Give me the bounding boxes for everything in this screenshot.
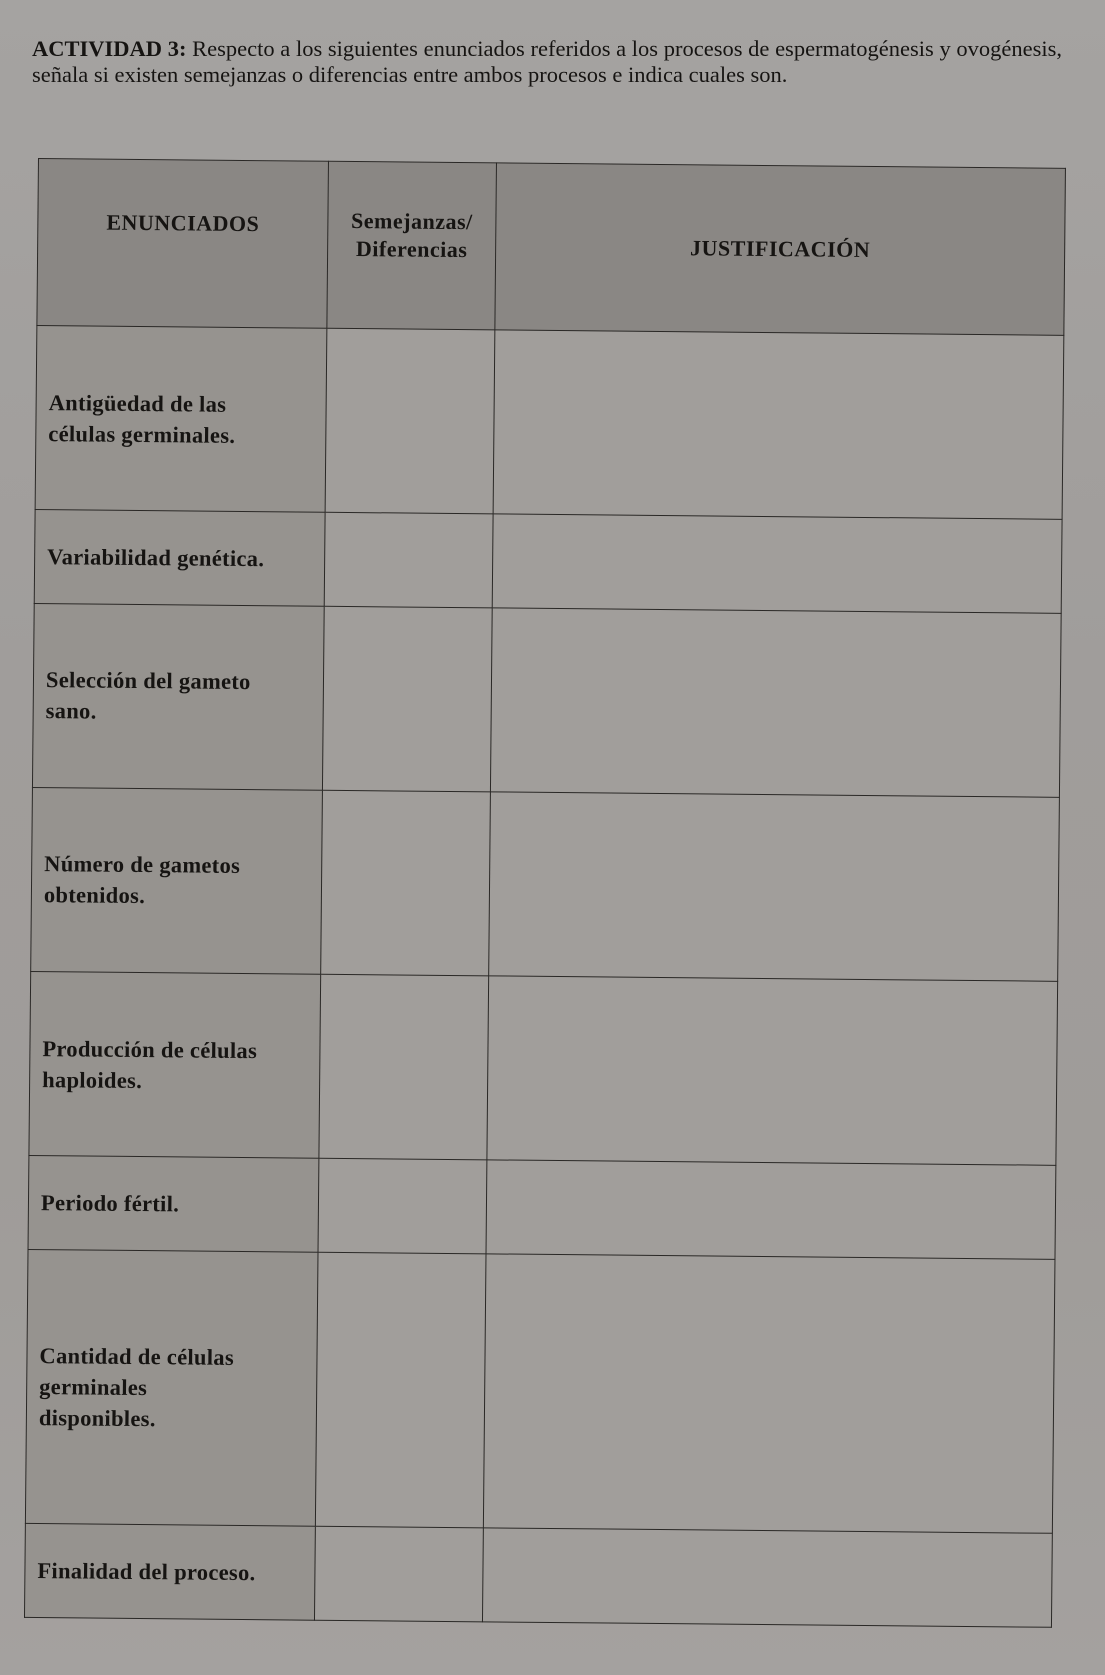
header-semejanzas-line2: Diferencias [355,236,468,263]
justificacion-cell[interactable] [492,514,1062,613]
comparison-table [24,158,1066,1628]
semejanzas-cell[interactable] [324,512,493,607]
row-label-line: Variabilidad genética. [47,544,265,572]
row-label-line: Antigüedad de las [48,389,227,417]
row-label [31,787,323,974]
activity-text: Respecto a los siguientes enunciados referidos a los procesos de espermatogénesis y ovogénesis, señala si existen semejanzas o diferencias entre ambos procesos e indica cuales son. [32,36,1063,87]
activity-title: ACTIVIDAD 3: [32,36,187,61]
justificacion-cell[interactable] [483,1253,1055,1533]
row-label-line: Selección del gameto [45,667,251,695]
table-row [35,325,1064,519]
row-label [32,603,324,790]
justificacion-cell[interactable] [490,608,1061,798]
semejanzas-cell[interactable] [318,1158,487,1253]
table-row [25,1249,1055,1534]
row-label-line: Finalidad del proceso. [37,1558,256,1586]
row-label-line: Número de gametos [44,851,241,879]
row-label [28,1156,319,1252]
semejanzas-cell[interactable] [322,606,492,792]
justificacion-cell[interactable] [487,976,1058,1166]
row-label-line: haploides. [42,1066,143,1093]
row-label [35,325,327,512]
table-row [24,1524,1052,1627]
row-label-line: Cantidad de células [39,1343,235,1370]
row-label-line: germinales [39,1374,148,1401]
semejanzas-cell[interactable] [315,1252,486,1528]
table-row [28,1156,1056,1259]
semejanzas-cell[interactable] [314,1527,483,1622]
row-label [24,1524,315,1620]
table-row [32,603,1061,797]
table-header-row [37,159,1066,336]
header-semejanzas-line1: Semejanzas/ [350,208,473,235]
row-label [25,1249,318,1527]
row-label [34,510,325,606]
row-label [29,971,321,1158]
justificacion-cell[interactable] [493,330,1064,520]
table-row [31,787,1060,981]
justificacion-cell[interactable] [486,1160,1056,1259]
semejanzas-cell[interactable] [321,790,491,976]
header-semejanzas-diferencias [327,161,497,330]
header-enunciados: ENUNCIADOS [37,159,329,329]
row-label-line: disponibles. [38,1405,156,1432]
justificacion-cell[interactable] [489,792,1060,982]
table-row [34,510,1062,613]
header-justificacion: JUSTIFICACIÓN [495,163,1066,335]
justificacion-cell[interactable] [482,1528,1052,1627]
table-row [29,971,1058,1165]
row-label-line: Periodo fértil. [40,1189,180,1217]
activity-instructions [32,36,1062,88]
row-label-line: sano. [45,698,97,724]
row-label-line: Producción de células [42,1035,258,1063]
semejanzas-cell[interactable] [325,328,495,514]
row-label-line: células germinales. [48,420,236,448]
semejanzas-cell[interactable] [319,974,489,1160]
row-label-line: obtenidos. [43,882,146,909]
